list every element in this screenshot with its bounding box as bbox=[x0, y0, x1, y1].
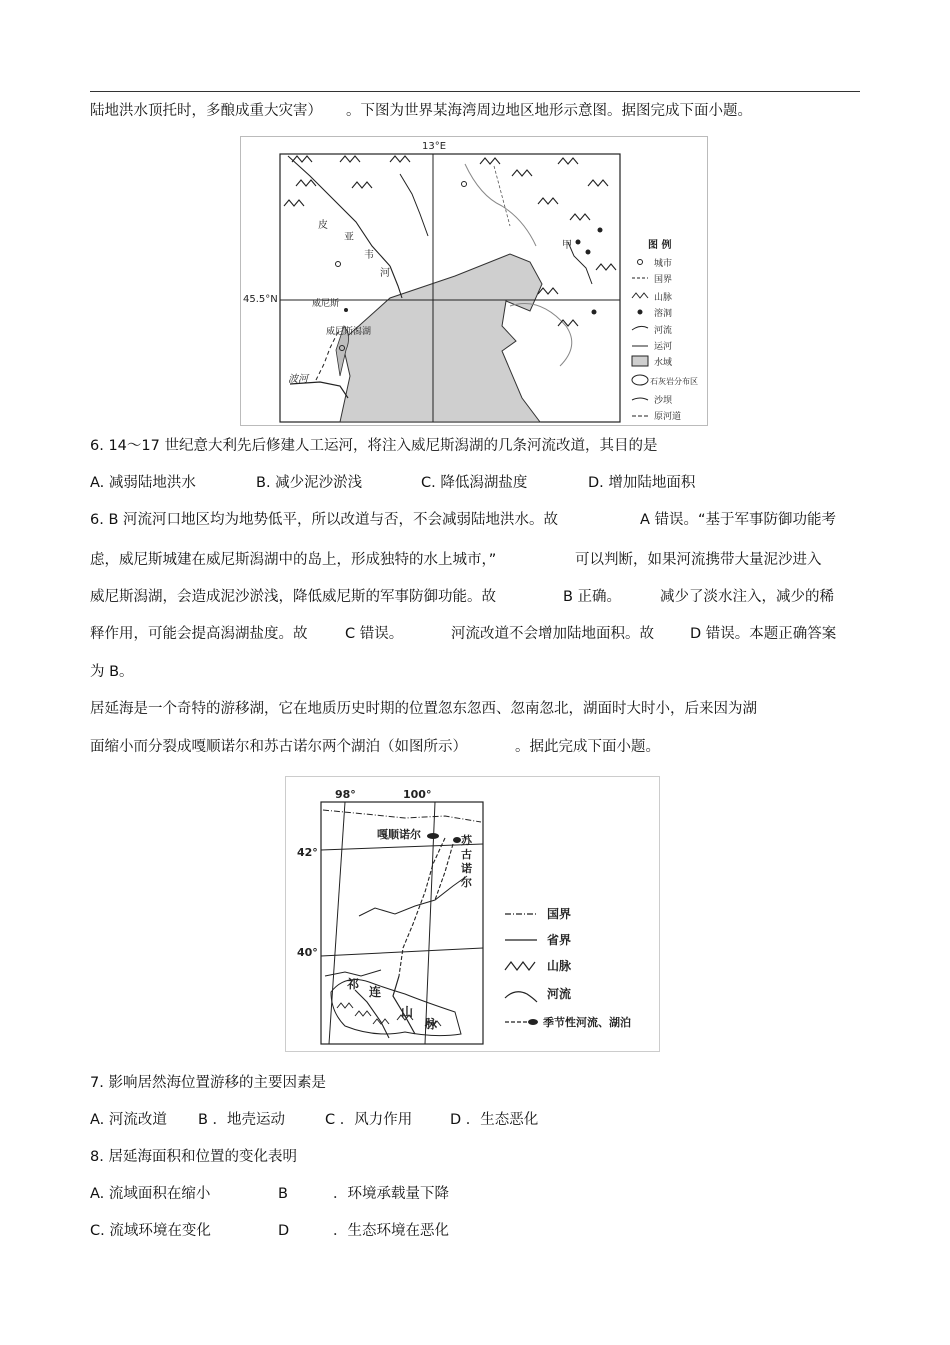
q6-option-b: B. 减少泥沙淤浅 bbox=[256, 475, 363, 491]
river-char-1: 皮 bbox=[318, 220, 328, 231]
legend-river: 河流 bbox=[654, 326, 673, 336]
q7-option-a: A. 河流改道 bbox=[90, 1112, 167, 1128]
answer6-l2a: 虑，威尼斯城建在威尼斯潟湖中的岛上，形成独特的水上城市，” bbox=[90, 552, 497, 568]
legend-city: 城市 bbox=[654, 259, 673, 269]
answer6-l5: 为 B。 bbox=[90, 664, 134, 680]
lake2-char2: 古 bbox=[461, 848, 472, 861]
po-river-label: 波河 bbox=[288, 374, 308, 385]
lake2-char1: 苏 bbox=[461, 834, 472, 847]
q6-option-a: A. 减弱陆地洪水 bbox=[90, 475, 196, 491]
q7-option-d: D ．生态恶化 bbox=[450, 1112, 539, 1128]
city-jia-label: 甲 bbox=[562, 240, 572, 251]
lagoon-label: 威尼斯潟湖 bbox=[326, 327, 372, 337]
q6-stem: 6. 14～17 世纪意大利先后修建人工运河，将注入威尼斯潟湖的几条河流改道，其目的是 bbox=[90, 438, 658, 454]
intro2-l2a: 面缩小而分裂成嘎顺诺尔和苏古诺尔两个湖泊（如图所示） bbox=[90, 739, 467, 755]
q6-option-c: C. 降低潟湖盐度 bbox=[421, 475, 528, 491]
river-char-2: 亚 bbox=[344, 232, 354, 243]
legend2-provincial: 省界 bbox=[547, 933, 572, 947]
lake2-char3: 诺 bbox=[461, 862, 472, 875]
intro2-l1: 居延海是一个奇特的游移湖，它在地质历史时期的位置忽东忽西、忽南忽北，湖面时大时小，后来因为湖 bbox=[90, 701, 757, 717]
intro1-part1: 陆地洪水顶托时，多酿成重大灾害） bbox=[90, 103, 322, 119]
q8-option-d-letter: D bbox=[278, 1223, 290, 1239]
lat-label: 45.5°N bbox=[243, 294, 278, 305]
legend2-mountain: 山脉 bbox=[547, 959, 572, 973]
q8-option-a: A. 流域面积在缩小 bbox=[90, 1186, 211, 1202]
legend-water: 水域 bbox=[654, 358, 673, 368]
legend-mountain: 山脉 bbox=[654, 293, 673, 303]
answer6-l4a: 释作用，可能会提高潟湖盐度。故 bbox=[90, 626, 308, 642]
legend-old-channel: 原河道 bbox=[654, 412, 682, 422]
lake2-char4: 尔 bbox=[461, 876, 472, 889]
legend-title: 图 例 bbox=[648, 240, 672, 251]
legend2-seasonal: 季节性河流、湖泊 bbox=[543, 1016, 631, 1029]
legend2-national: 国界 bbox=[547, 907, 572, 921]
q8-option-b-letter: B bbox=[278, 1186, 288, 1202]
lake1-label: 嘎顺诺尔 bbox=[377, 828, 421, 841]
answer6-l4b: C 错误。 bbox=[345, 626, 404, 642]
lon1-label: 98° bbox=[335, 788, 356, 801]
q7-option-b: B ．地壳运动 bbox=[198, 1112, 286, 1128]
q8-option-d-text: ．生态环境在恶化 bbox=[333, 1223, 449, 1239]
answer6-l3c: 减少了淡水注入，减少的稀 bbox=[660, 589, 834, 605]
q8-option-b-text: ．环境承载量下降 bbox=[333, 1186, 449, 1202]
q8-option-c: C. 流域环境在变化 bbox=[90, 1223, 211, 1239]
q6-option-d: D. 增加陆地面积 bbox=[588, 475, 696, 491]
lon-label: 13°E bbox=[422, 141, 447, 152]
mountain-char3: 山 bbox=[401, 1005, 414, 1019]
answer6-l3b: B 正确。 bbox=[563, 589, 622, 605]
lon2-label: 100° bbox=[403, 788, 432, 801]
q7-option-c: C ．风力作用 bbox=[325, 1112, 413, 1128]
venice-map bbox=[240, 136, 708, 426]
lat2-label: 40° bbox=[297, 946, 318, 959]
river-char-4: 河 bbox=[380, 268, 390, 279]
legend-sandbar: 沙坝 bbox=[654, 396, 673, 406]
mountain-char1: 祁 bbox=[347, 977, 360, 991]
answer6-l1b: A 错误。“基于军事防御功能考 bbox=[640, 512, 837, 528]
q7-stem: 7. 影响居然海位置游移的主要因素是 bbox=[90, 1075, 326, 1091]
intro1-part2: 。下图为世界某海湾周边地区地形示意图。据图完成下面小题。 bbox=[346, 103, 752, 119]
legend-canal: 运河 bbox=[654, 342, 673, 352]
river-char-3: 韦 bbox=[364, 250, 374, 261]
intro2-l2b: 。据此完成下面小题。 bbox=[515, 739, 660, 755]
legend-limestone: 石灰岩分布区 bbox=[650, 377, 698, 386]
legend-border: 国界 bbox=[654, 275, 673, 285]
answer6-l1a: 6. B 河流河口地区均为地势低平，所以改道与否，不会减弱陆地洪水。故 bbox=[90, 512, 558, 528]
juyan-map bbox=[285, 776, 660, 1052]
answer6-l4d: D 错误。本题正确答案 bbox=[690, 626, 837, 642]
q8-stem: 8. 居延海面积和位置的变化表明 bbox=[90, 1149, 297, 1165]
legend2-river: 河流 bbox=[547, 987, 572, 1001]
answer6-l2b: 可以判断，如果河流携带大量泥沙进入 bbox=[575, 552, 822, 568]
mountain-char4: 脉 bbox=[425, 1017, 438, 1031]
answer6-l3a: 威尼斯潟湖，会造成泥沙淤浅，降低威尼斯的军事防御功能。故 bbox=[90, 589, 496, 605]
answer6-l4c: 河流改道不会增加陆地面积。故 bbox=[451, 626, 654, 642]
mountain-char2: 连 bbox=[369, 985, 382, 999]
venice-label: 威尼斯 bbox=[312, 299, 340, 309]
header-rule bbox=[90, 91, 860, 92]
legend-cave: 溶洞 bbox=[654, 309, 673, 319]
lat1-label: 42° bbox=[297, 846, 318, 859]
